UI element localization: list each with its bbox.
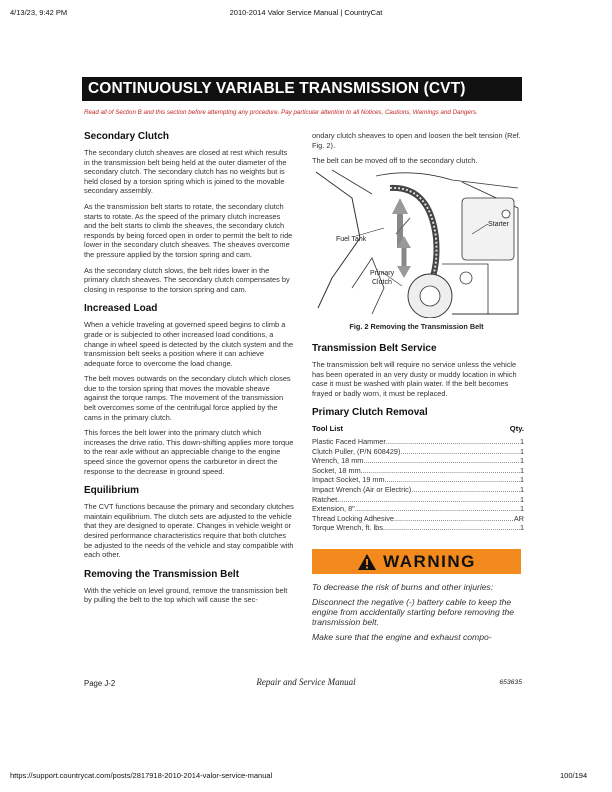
tool-qty: 1: [519, 504, 524, 514]
tool-name: Clutch Puller, (P/N 608429): [312, 446, 401, 456]
heading-removing-belt: Removing the Transmission Belt: [84, 568, 240, 580]
tool-qty: 1: [519, 523, 524, 533]
footer-code: 653635: [499, 679, 522, 686]
paragraph: The belt can be moved off to the secondary clutch.: [312, 156, 478, 166]
tool-qty: 1: [519, 475, 524, 485]
leader-dots: [411, 485, 520, 495]
tool-row: [312, 475, 524, 485]
belt-removal-illustration: [312, 168, 521, 318]
print-page-count: 100/194: [560, 771, 588, 780]
tool-row: [312, 456, 524, 466]
right-column-bottom: [312, 343, 524, 533]
label-fuel-tank: Fuel Tank: [336, 236, 367, 243]
figure-caption: Fig. 2 Removing the Transmission Belt: [349, 322, 484, 331]
left-column: [84, 131, 294, 611]
tool-row: [312, 447, 524, 457]
warning-paragraph: To decrease the risk of burns and other injuries:: [312, 582, 494, 592]
heading-increased-load: Increased Load: [84, 303, 158, 315]
tool-row: [312, 437, 524, 447]
leader-dots: [361, 466, 520, 476]
leader-dots: [363, 456, 520, 466]
page-number: Page J-2: [84, 679, 116, 688]
tool-qty: AR: [513, 513, 524, 523]
tool-row: [312, 504, 524, 514]
leader-dots: [385, 523, 520, 533]
paragraph: With the vehicle on level ground, remove the transmission belt by pulling the belt to the top which will cause the sec-: [84, 585, 288, 605]
tool-qty: 1: [519, 456, 524, 466]
print-page-title: 2010-2014 Valor Service Manual | CountryCat: [229, 8, 383, 17]
warning-triangle-icon: [357, 553, 377, 571]
tool-row: [312, 485, 524, 495]
paragraph: The transmission belt will require no service unless the vehicle has been operated in an very dusty or muddy location in which case it must be washed with plain water. If the belt becomes frayed or badly worn, it must be replaced.: [312, 360, 517, 398]
print-url: https://support.countrycat.com/posts/2817918-2010-2014-valor-service-manual: [10, 771, 273, 780]
tool-row: [312, 495, 524, 505]
warning-banner: [312, 549, 521, 574]
paragraph: The secondary clutch sheaves are closed at rest which results in the transmission belt being held at the outer diameter of the secondary clutch. The secondary clutch has no weights but is held closed by a torsion spring which is joined to the movable secondary assembly.: [84, 148, 288, 196]
footer-manual-title: Repair and Service Manual: [256, 677, 356, 687]
heading-secondary-clutch: Secondary Clutch: [84, 131, 170, 142]
leader-dots: [385, 475, 520, 485]
tool-name: Wrench, 18 mm: [312, 456, 364, 466]
tool-name: Impact Wrench (Air or Electric): [312, 484, 412, 494]
qty-label: Qty.: [509, 424, 524, 434]
tool-name: Thread Locking Adhesive: [312, 513, 394, 523]
heading-primary-clutch-removal: Primary Clutch Removal: [312, 407, 428, 419]
paragraph: The CVT functions because the primary and secondary clutches maintain equilibrium. The clutch sets are adjusted to the vehicle that they are designed to operate. Changes in vehicle weight or desired performance characteristics require that both clutches be adjusted to the needs of the vehicle and stay compatible with each other.: [84, 502, 294, 560]
warning-body: [312, 582, 524, 647]
tool-row: [312, 514, 524, 524]
leader-dots: [394, 514, 514, 524]
tool-qty: 1: [519, 494, 524, 504]
tool-name: Impact Socket, 19 mm: [312, 475, 385, 485]
leader-dots: [400, 447, 520, 457]
tool-name: Extension, 8": [312, 504, 355, 514]
print-datetime: 4/13/23, 9:42 PM: [10, 8, 68, 17]
tool-qty: 1: [519, 436, 524, 446]
tool-qty: 1: [519, 446, 524, 456]
leader-dots: [355, 504, 520, 514]
tool-qty: 1: [519, 484, 524, 494]
warning-paragraph: Disconnect the negative (-) battery cable to keep the engine from accidentally starting before removing the transmission belt.: [312, 597, 515, 627]
paragraph: The belt moves outwards on the secondary clutch which closes due to the torsion spring that moves the movable sheave against the torque ramps. The movement of the transmission belt overcomes some of the centrifugal force applied by the cams in the primary clutch.: [84, 374, 291, 422]
leader-dots: [337, 495, 520, 505]
paragraph: As the transmission belt starts to rotate, the secondary clutch starts to rotate. As the speed of the primary clutch increases and the belt starts to climb the sheaves, the secondary clutch responds by being forced open in order to permit the belt to ride lower in the secondary clutch sheaves. The sheaves overcome the pressure applied by the torsion spring and cam.: [84, 201, 293, 259]
paragraph: When a vehicle traveling at governed speed begins to climb a grade or is subjected to other increased load conditions, a change in wheel speed is detected by the clutch system and the transmission belt seeks a position where it can achieve adequate force to overcome the load change.: [84, 320, 294, 368]
paragraph: As the secondary clutch slows, the belt rides lower in the primary clutch sheaves. The secondary clutch compensates by closing in response to the torsion spring and cam.: [84, 265, 290, 294]
heading-equilibrium: Equilibrium: [84, 485, 139, 497]
paragraph: ondary clutch sheaves to open and loosen the belt tension (Ref. Fig. 2).: [312, 131, 521, 150]
leader-dots: [386, 437, 520, 447]
tool-name: Torque Wrench, ft. lbs.: [312, 523, 385, 533]
tool-name: Plastic Faced Hammer: [312, 436, 386, 446]
tool-name: Ratchet: [312, 494, 338, 504]
warning-paragraph: Make sure that the engine and exhaust compo-: [312, 632, 492, 642]
tool-row: [312, 523, 524, 533]
paragraph: This forces the belt lower into the primary clutch which increases the drive ratio. This down-shifting applies more torque to the rear axle without an appreciable change to the engine speed since the governor opens the carburetor in direct the response to the decrease in ground speed.: [84, 428, 294, 476]
warning-label: WARNING: [383, 551, 476, 571]
label-clutch: Clutch: [372, 279, 392, 286]
right-column-top: [312, 131, 524, 172]
tool-qty: 1: [519, 465, 524, 475]
tool-list-label: Tool List: [312, 424, 344, 434]
tool-list-header: [312, 424, 524, 434]
label-primary: Primary: [370, 270, 395, 277]
belt-removal-figure: [312, 168, 521, 318]
tool-name: Socket, 18 mm: [312, 465, 361, 475]
tool-list: [312, 437, 524, 533]
heading-belt-service: Transmission Belt Service: [312, 343, 437, 354]
section-title-banner: CONTINUOUSLY VARIABLE TRANSMISSION (CVT): [82, 77, 522, 101]
label-starter: Starter: [488, 221, 510, 228]
tool-row: [312, 466, 524, 476]
safety-notice: Read all of Section B and this section before attempting any procedure. Pay particular attention to all Notices, Cautions, Warnings and Dangers.: [84, 109, 478, 116]
